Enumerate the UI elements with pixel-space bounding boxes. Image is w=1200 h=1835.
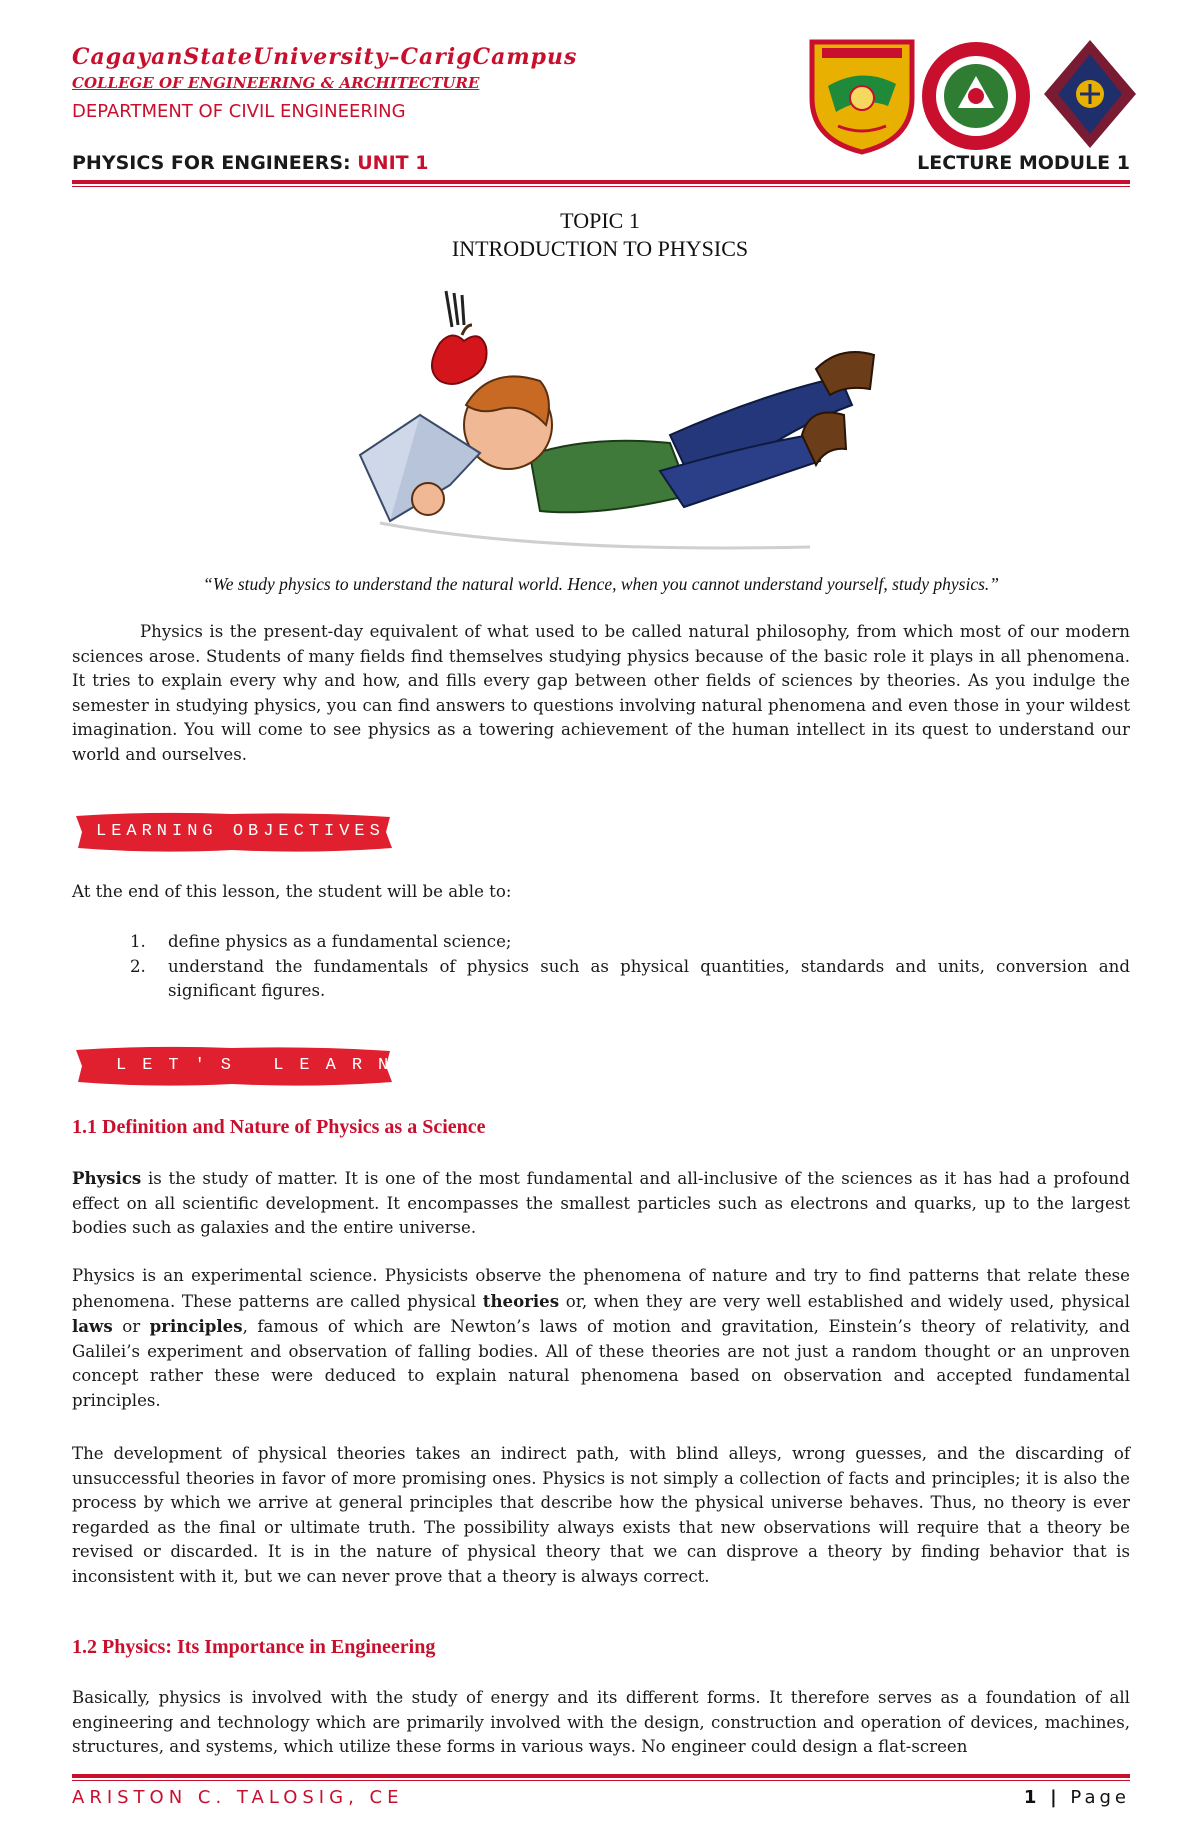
course-title-bar bbox=[72, 150, 1130, 184]
section2-paragraph-1: Basically, physics is involved with the study of energy and its different forms. It therefore serves as a foundation of all engineering and technology which are primarily involved with the design, construction and operation of devices, machines, structures, and systems, which utilize these forms in various ways. No engineer could design a flat-screen bbox=[72, 1688, 1130, 1757]
term-laws: laws bbox=[72, 1316, 113, 1337]
objectives-lead: At the end of this lesson, the student will be able to: bbox=[72, 882, 512, 901]
topic-number: TOPIC 1 bbox=[560, 208, 640, 233]
course-title bbox=[72, 152, 428, 174]
list-item bbox=[72, 930, 1130, 955]
section-heading-1-2: 1.2 Physics: Its Importance in Engineering bbox=[72, 1636, 436, 1658]
apple-icon bbox=[432, 291, 487, 384]
header-divider bbox=[72, 180, 1130, 184]
course-name: PHYSICS FOR ENGINEERS: bbox=[72, 152, 358, 174]
boy-reading-illustration bbox=[340, 285, 880, 565]
course-unit: UNIT 1 bbox=[357, 152, 429, 174]
section1-p1-text: is the study of matter. It is one of the most fundamental and all-inclusive of the sciences as it has had a profound effect on all scientific development. It encompasses the smallest particles such as electrons and quarks, up to the largest bodies such as galaxies and the entire universe. bbox=[72, 1169, 1130, 1238]
quote: “We study physics to understand the natural world. Hence, when you cannot understand yourself, study physics.” bbox=[202, 574, 1000, 594]
section1-p2-text-c: or, when they are very well established and widely used, physical bbox=[559, 1291, 1130, 1311]
page-number: 1 bbox=[1023, 1787, 1037, 1808]
learning-objectives-label: LEARNING OBJECTIVES bbox=[96, 822, 385, 841]
footer-divider bbox=[72, 1774, 1130, 1778]
term-physics: Physics bbox=[72, 1168, 142, 1188]
list-item bbox=[72, 955, 1130, 1004]
footer-divider-thin bbox=[72, 1780, 1130, 1781]
footer-author: ARISTON C. TALOSIG, CE bbox=[72, 1787, 404, 1808]
list-item-number: 2. bbox=[130, 956, 146, 976]
page-separator: | bbox=[1050, 1787, 1057, 1808]
header-divider-thin bbox=[72, 186, 1130, 187]
college-name: COLLEGE OF ENGINEERING & ARCHITECTURE bbox=[72, 74, 480, 92]
term-theories: theories bbox=[482, 1290, 560, 1311]
page-word: Page bbox=[1070, 1787, 1130, 1808]
header-logos bbox=[808, 36, 1138, 156]
csu-seal-logo bbox=[812, 42, 912, 152]
coe-seal-logo bbox=[922, 42, 1030, 150]
section1-p2-text-e: , famous of which are Newton’s laws of motion and gravitation, Einstein’s theory of relativity, and Galilei’s experiment and observation of falling bodies. All of these theories are not just a random thought or an unproven concept rather these were deduced to explain natural phenomena based on observation and accepted fundamental principles. bbox=[72, 1317, 1130, 1410]
intro-paragraph: Physics is the present-day equivalent of what used to be called natural philosophy, from which most of our modern sciences arose. Students of many fields find themselves studying physics because of the basic role it plays in all phenomena. It tries to explain every why and how, and fills every gap between other fields of sciences by theories. As you indulge the semester in studying physics, you can find answers to questions involving natural phenomena and even those in your wildest imagination. You will come to see physics as a towering achievement of the human intellect in its quest to understand our world and ourselves. bbox=[72, 622, 1130, 764]
learning-objectives-banner bbox=[72, 810, 394, 854]
footer-page-number bbox=[1024, 1787, 1130, 1808]
lets-learn-label: LET'S LEARN! bbox=[116, 1056, 431, 1075]
section1-paragraph-3: The development of physical theories takes an indirect path, with blind alleys, wrong guesses, and the discarding of unsuccessful theories in favor of more promising ones. Physics is not simply a collection of facts and principles; it is also the process by which we arrive at general principles that describe how the physical universe behaves. Thus, no theory is ever regarded as the final or ultimate truth. The possibility always exists that new observations will require that a theory be revised or discarded. It is in the nature of physical theory that we can disprove a theory by finding behavior that is inconsistent with it, but we can never prove that a theory is always correct. bbox=[72, 1444, 1130, 1586]
topic-title: INTRODUCTION TO PHYSICS bbox=[451, 236, 749, 261]
module-label: LECTURE MODULE 1 bbox=[917, 152, 1130, 174]
section1-paragraph-2 bbox=[72, 1264, 1130, 1414]
section1-p2-text-a: Physics is an experimental science. Physicists observe the phenomena of nature and try to find patterns that relate these phenomena. These patterns are called physical bbox=[72, 1266, 1130, 1311]
list-item-text: define physics as a fundamental science; bbox=[168, 932, 512, 951]
objectives-list bbox=[72, 930, 1130, 1004]
section1-p2-text-d: or bbox=[112, 1317, 150, 1337]
boy-figure bbox=[360, 352, 874, 548]
term-principles: principles bbox=[149, 1316, 243, 1337]
list-item-number: 1. bbox=[130, 932, 146, 951]
pice-logo bbox=[1044, 40, 1136, 148]
section1-paragraph-1 bbox=[72, 1166, 1130, 1241]
section-heading-1-1: 1.1 Definition and Nature of Physics as a Science bbox=[72, 1116, 486, 1138]
university-name: CagayanStateUniversity–CarigCampus bbox=[72, 44, 578, 70]
list-item-text: understand the fundamentals of physics such as physical quantities, standards and units, conversion and significant figures. bbox=[168, 956, 1130, 1001]
lets-learn-banner bbox=[72, 1044, 431, 1088]
department-name: DEPARTMENT OF CIVIL ENGINEERING bbox=[72, 101, 406, 122]
